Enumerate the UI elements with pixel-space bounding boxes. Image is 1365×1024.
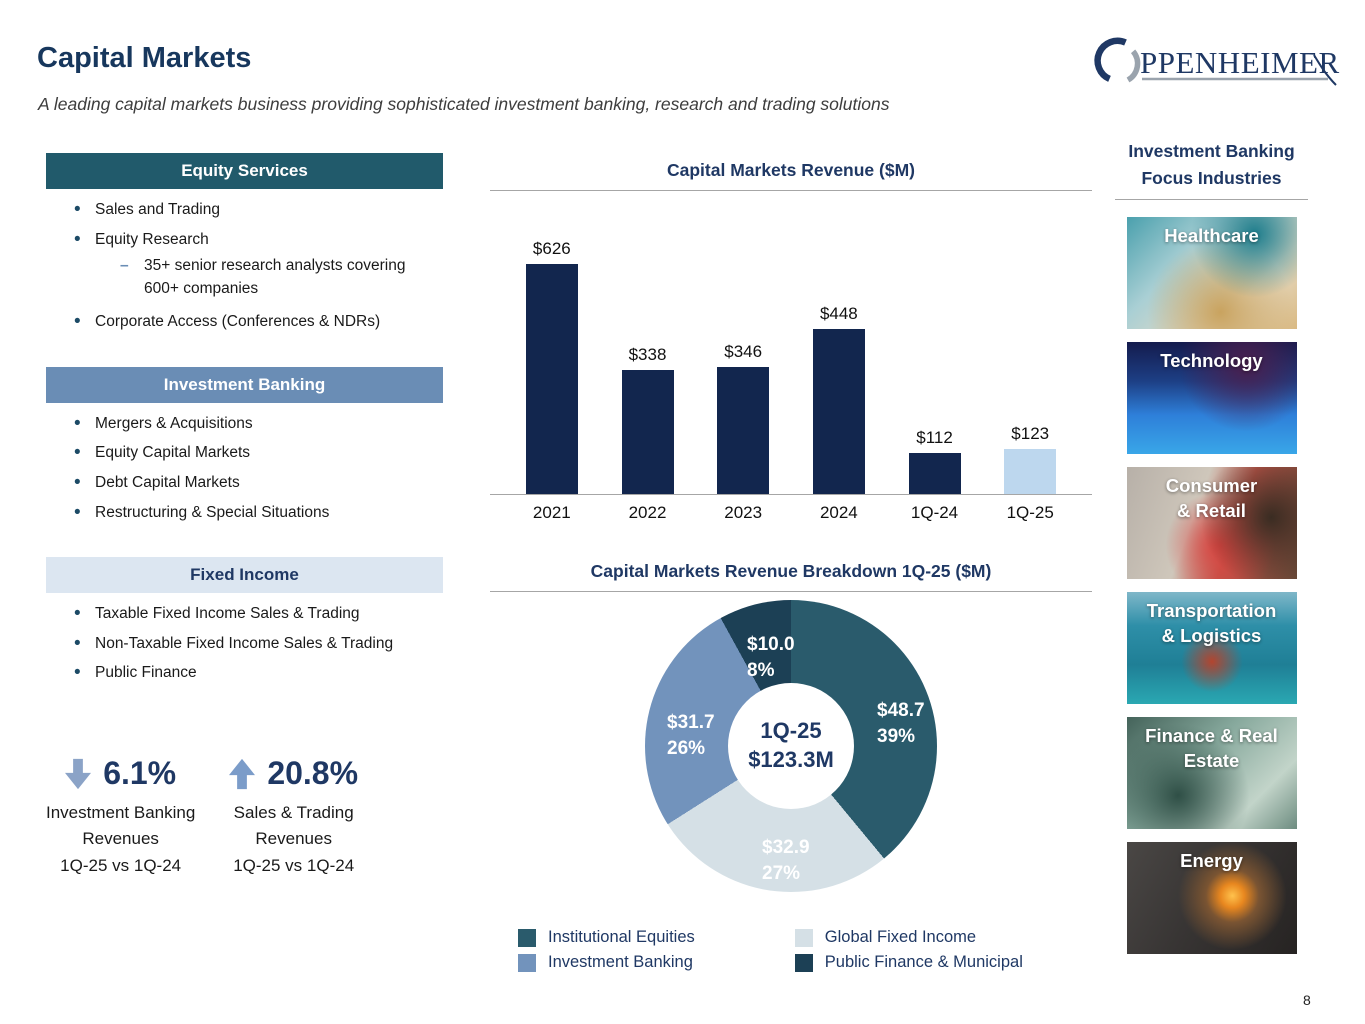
- segment-value: $31.7: [667, 712, 715, 733]
- right-panel-title: [1115, 138, 1308, 192]
- bar-chart: [490, 199, 1092, 495]
- tile-label-line: & Retail: [1177, 500, 1246, 522]
- list-subitem: – 35+ senior research analysts covering 600+ companies: [120, 255, 420, 300]
- tile-healthcare: [1127, 217, 1297, 329]
- bar-value-label: $448: [819, 304, 858, 323]
- right-panel: [1115, 138, 1308, 954]
- bar-x-label: 2021: [532, 503, 571, 522]
- fixed-income-list: [46, 605, 443, 694]
- divider: [1115, 199, 1308, 200]
- tile-label: Healthcare: [1164, 225, 1259, 247]
- bar-x-label: 1Q-24: [910, 503, 959, 522]
- donut-center: [728, 683, 854, 809]
- donut-center-total: $123.3M: [748, 747, 834, 772]
- donut-chart: [645, 600, 937, 892]
- stat-label: [46, 800, 195, 879]
- bar: [526, 264, 578, 494]
- bar-column: [504, 239, 600, 494]
- stat-investment-banking: [46, 755, 195, 879]
- segment-pct: 26%: [667, 737, 706, 759]
- bar: [813, 329, 865, 494]
- legend-swatch-public-finance: [795, 954, 813, 972]
- tile-label-line: Transportation: [1146, 600, 1277, 622]
- list-item: • Equity Capital Markets: [46, 444, 443, 474]
- stat-value: 20.8%: [267, 755, 359, 791]
- list-item-text: Equity Research: [95, 230, 209, 248]
- legend-item: [518, 928, 695, 947]
- right-title-line: Investment Banking: [1128, 141, 1295, 161]
- bar-chart-x-axis: [490, 503, 1092, 523]
- bar-x-label: 2023: [724, 503, 763, 522]
- bar: [1004, 449, 1056, 494]
- left-panel: [46, 153, 443, 694]
- bar-column: [695, 342, 791, 494]
- donut-segment-label: [667, 710, 715, 761]
- tile-label-line: & Logistics: [1161, 625, 1262, 647]
- bar-x-label: 2022: [628, 503, 667, 522]
- list-item: • Debt Capital Markets: [46, 474, 443, 504]
- bar-column: [887, 428, 983, 494]
- bar-value-label: $626: [532, 239, 571, 258]
- list-item: • Mergers & Acquisitions: [46, 415, 443, 445]
- section-header-fixed-income: Fixed Income: [46, 557, 443, 593]
- page-title: Capital Markets: [37, 42, 252, 74]
- tile-label: Energy: [1180, 850, 1243, 872]
- bar: [622, 370, 674, 494]
- section-header-equity-services: Equity Services: [46, 153, 443, 189]
- donut-center-period: 1Q-25: [760, 718, 822, 744]
- up-arrow-icon: [229, 758, 255, 790]
- list-item: • Taxable Fixed Income Sales & Trading: [46, 605, 443, 635]
- logo-o-navy-arc: [1098, 41, 1126, 79]
- donut-segment-label: [877, 698, 925, 749]
- bar-chart-title: Capital Markets Revenue ($M): [667, 160, 915, 180]
- segment-value: $48.7: [877, 700, 925, 721]
- down-arrow-icon: [65, 758, 91, 790]
- logo-wordmark: PPENHEIMER: [1140, 45, 1340, 80]
- bar-column: [600, 345, 696, 494]
- stat-label-line: Sales & Trading: [233, 803, 354, 822]
- segment-pct: 8%: [747, 659, 775, 681]
- donut-chart-title: Capital Markets Revenue Breakdown 1Q-25 ($M): [590, 561, 992, 581]
- segment-value: $32.9: [762, 837, 810, 858]
- donut-segment-label: [762, 835, 810, 886]
- legend-item: [795, 928, 1023, 947]
- tile-label: [1145, 724, 1278, 774]
- tile-energy: [1127, 842, 1297, 954]
- tile-finance-real-estate: [1127, 717, 1297, 829]
- bar-column: [982, 424, 1078, 494]
- legend-swatch-institutional-equities: [518, 929, 536, 947]
- stat-label-line: Revenues: [82, 829, 159, 849]
- page-number: 8: [1303, 992, 1311, 1008]
- stat-sales-trading: [229, 755, 358, 879]
- donut-legend: [490, 928, 1092, 972]
- legend-label: Investment Banking: [548, 953, 693, 971]
- focus-industry-tiles: [1115, 217, 1308, 954]
- bar: [909, 453, 961, 494]
- bar-value-label: $123: [1011, 424, 1050, 443]
- divider: [490, 591, 1092, 592]
- tile-consumer-retail: [1127, 467, 1297, 579]
- legend-item: [518, 953, 695, 972]
- list-item: • Public Finance: [46, 664, 443, 694]
- stat-label-line: Investment Banking: [46, 803, 196, 822]
- legend-item: [795, 953, 1023, 972]
- section-header-investment-banking: Investment Banking: [46, 367, 443, 403]
- segment-pct: 27%: [762, 862, 801, 884]
- tile-label-line: Estate: [1183, 750, 1240, 772]
- logo-o-gray-arc: [1128, 51, 1138, 80]
- legend-swatch-investment-banking: [518, 954, 536, 972]
- list-item: • Sales and Trading: [46, 201, 443, 231]
- segment-pct: 39%: [877, 725, 916, 747]
- oppenheimer-logo: [1088, 33, 1340, 96]
- legend-label: Global Fixed Income: [824, 928, 977, 946]
- investment-banking-list: [46, 415, 443, 533]
- legend-swatch-global-fixed-income: [795, 929, 813, 947]
- stat-label-line: Revenues: [255, 829, 332, 849]
- center-panel: [490, 160, 1092, 972]
- right-title-line: Focus Industries: [1141, 168, 1282, 189]
- stat-value: 6.1%: [103, 755, 177, 791]
- tile-label-line: Consumer: [1165, 475, 1258, 497]
- donut-segment-label: [747, 632, 795, 683]
- legend-label: Institutional Equities: [548, 928, 695, 946]
- divider: [490, 190, 1092, 191]
- tile-technology: [1127, 342, 1297, 454]
- tile-label-line: Finance & Real: [1145, 725, 1278, 747]
- list-item: • Corporate Access (Conferences & NDRs): [46, 313, 443, 343]
- kpi-stats: [46, 755, 446, 879]
- bar-value-label: $346: [724, 342, 763, 361]
- list-item: [46, 231, 443, 314]
- page-subtitle: A leading capital markets business providing sophisticated investment banking, research and trading solutions: [38, 94, 890, 114]
- list-item: • Restructuring & Special Situations: [46, 504, 443, 534]
- tile-label: Technology: [1160, 350, 1263, 372]
- tile-label: [1147, 599, 1277, 649]
- tile-label: [1166, 474, 1258, 524]
- bar-x-label: 1Q-25: [1006, 503, 1054, 522]
- stat-label: [233, 800, 354, 879]
- stat-label-line: 1Q-25 vs 1Q-24: [233, 855, 355, 875]
- list-item: • Non-Taxable Fixed Income Sales & Trading: [46, 635, 443, 665]
- bar-value-label: $338: [628, 345, 667, 364]
- bar-x-label: 2024: [819, 503, 858, 522]
- bar: [717, 367, 769, 494]
- bar-column: [791, 304, 887, 494]
- bar-value-label: $112: [916, 428, 953, 447]
- equity-services-list: [46, 201, 443, 343]
- legend-label: Public Finance & Municipal: [824, 953, 1023, 971]
- tile-transportation-logistics: [1127, 592, 1297, 704]
- segment-value: $10.0: [747, 634, 795, 655]
- stat-label-line: 1Q-25 vs 1Q-24: [60, 855, 182, 875]
